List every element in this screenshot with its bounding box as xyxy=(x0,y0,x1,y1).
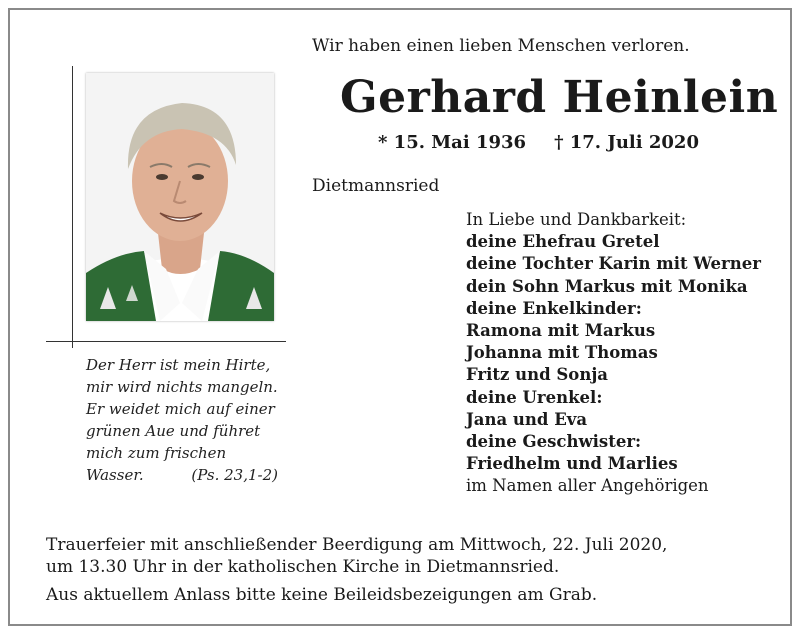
mourner-entry: deine Enkelkinder: xyxy=(466,298,642,318)
mourner-entry: Friedhelm und Marlies xyxy=(466,454,678,474)
psalm-last-line xyxy=(86,464,278,486)
mourner-entry: Johanna mit Thomas xyxy=(466,343,658,363)
mourner-entry: Jana und Eva xyxy=(466,409,588,429)
portrait-photo xyxy=(86,73,274,321)
psalm-line: Er weidet mich auf einer xyxy=(86,400,275,418)
mourners-intro: In Liebe und Dankbarkeit: xyxy=(466,210,687,229)
mourner-entry: deine Ehefrau Gretel xyxy=(466,232,660,252)
mourner-entry: Ramona mit Markus xyxy=(466,321,656,341)
funeral-line: Trauerfeier mit anschließender Beerdigung am Mittwoch, 22. Juli 2020, xyxy=(46,535,668,555)
life-dates xyxy=(378,132,699,153)
psalm-line: grünen Aue und führet xyxy=(86,422,261,440)
place-of-residence: Dietmannsried xyxy=(312,176,440,196)
mourner-entry: dein Sohn Markus mit Monika xyxy=(466,276,748,296)
mourner-entry: deine Geschwister: xyxy=(466,432,642,452)
funeral-info xyxy=(46,534,667,606)
horizontal-rule xyxy=(46,341,286,342)
mourners-list xyxy=(466,209,761,498)
vertical-rule xyxy=(72,66,73,348)
mourner-entry: deine Tochter Karin mit Werner xyxy=(466,254,761,274)
psalm-line: Der Herr ist mein Hirte, xyxy=(86,356,271,374)
intro-text: Wir haben einen lieben Menschen verloren. xyxy=(312,36,690,56)
deceased-name: Gerhard Heinlein xyxy=(340,72,779,123)
psalm-line: Wasser. xyxy=(86,466,144,484)
mourner-entry: deine Urenkel: xyxy=(466,387,603,407)
psalm-reference: (Ps. 23,1-2) xyxy=(191,466,278,484)
birth-date: * 15. Mai 1936 xyxy=(378,132,527,153)
psalm-quote xyxy=(86,354,278,486)
mourner-entry: Fritz und Sonja xyxy=(466,365,608,385)
psalm-line: mich zum frischen xyxy=(86,444,227,462)
death-date: † 17. Juli 2020 xyxy=(554,132,699,153)
condolence-note: Aus aktuellem Anlass bitte keine Beileidsbezeigungen am Grab. xyxy=(46,585,598,605)
funeral-line: um 13.30 Uhr in der katholischen Kirche in Dietmannsried. xyxy=(46,557,560,577)
mourners-closing: im Namen aller Angehörigen xyxy=(466,476,709,496)
psalm-line: mir wird nichts mangeln. xyxy=(86,378,278,396)
portrait-illustration xyxy=(86,73,274,321)
